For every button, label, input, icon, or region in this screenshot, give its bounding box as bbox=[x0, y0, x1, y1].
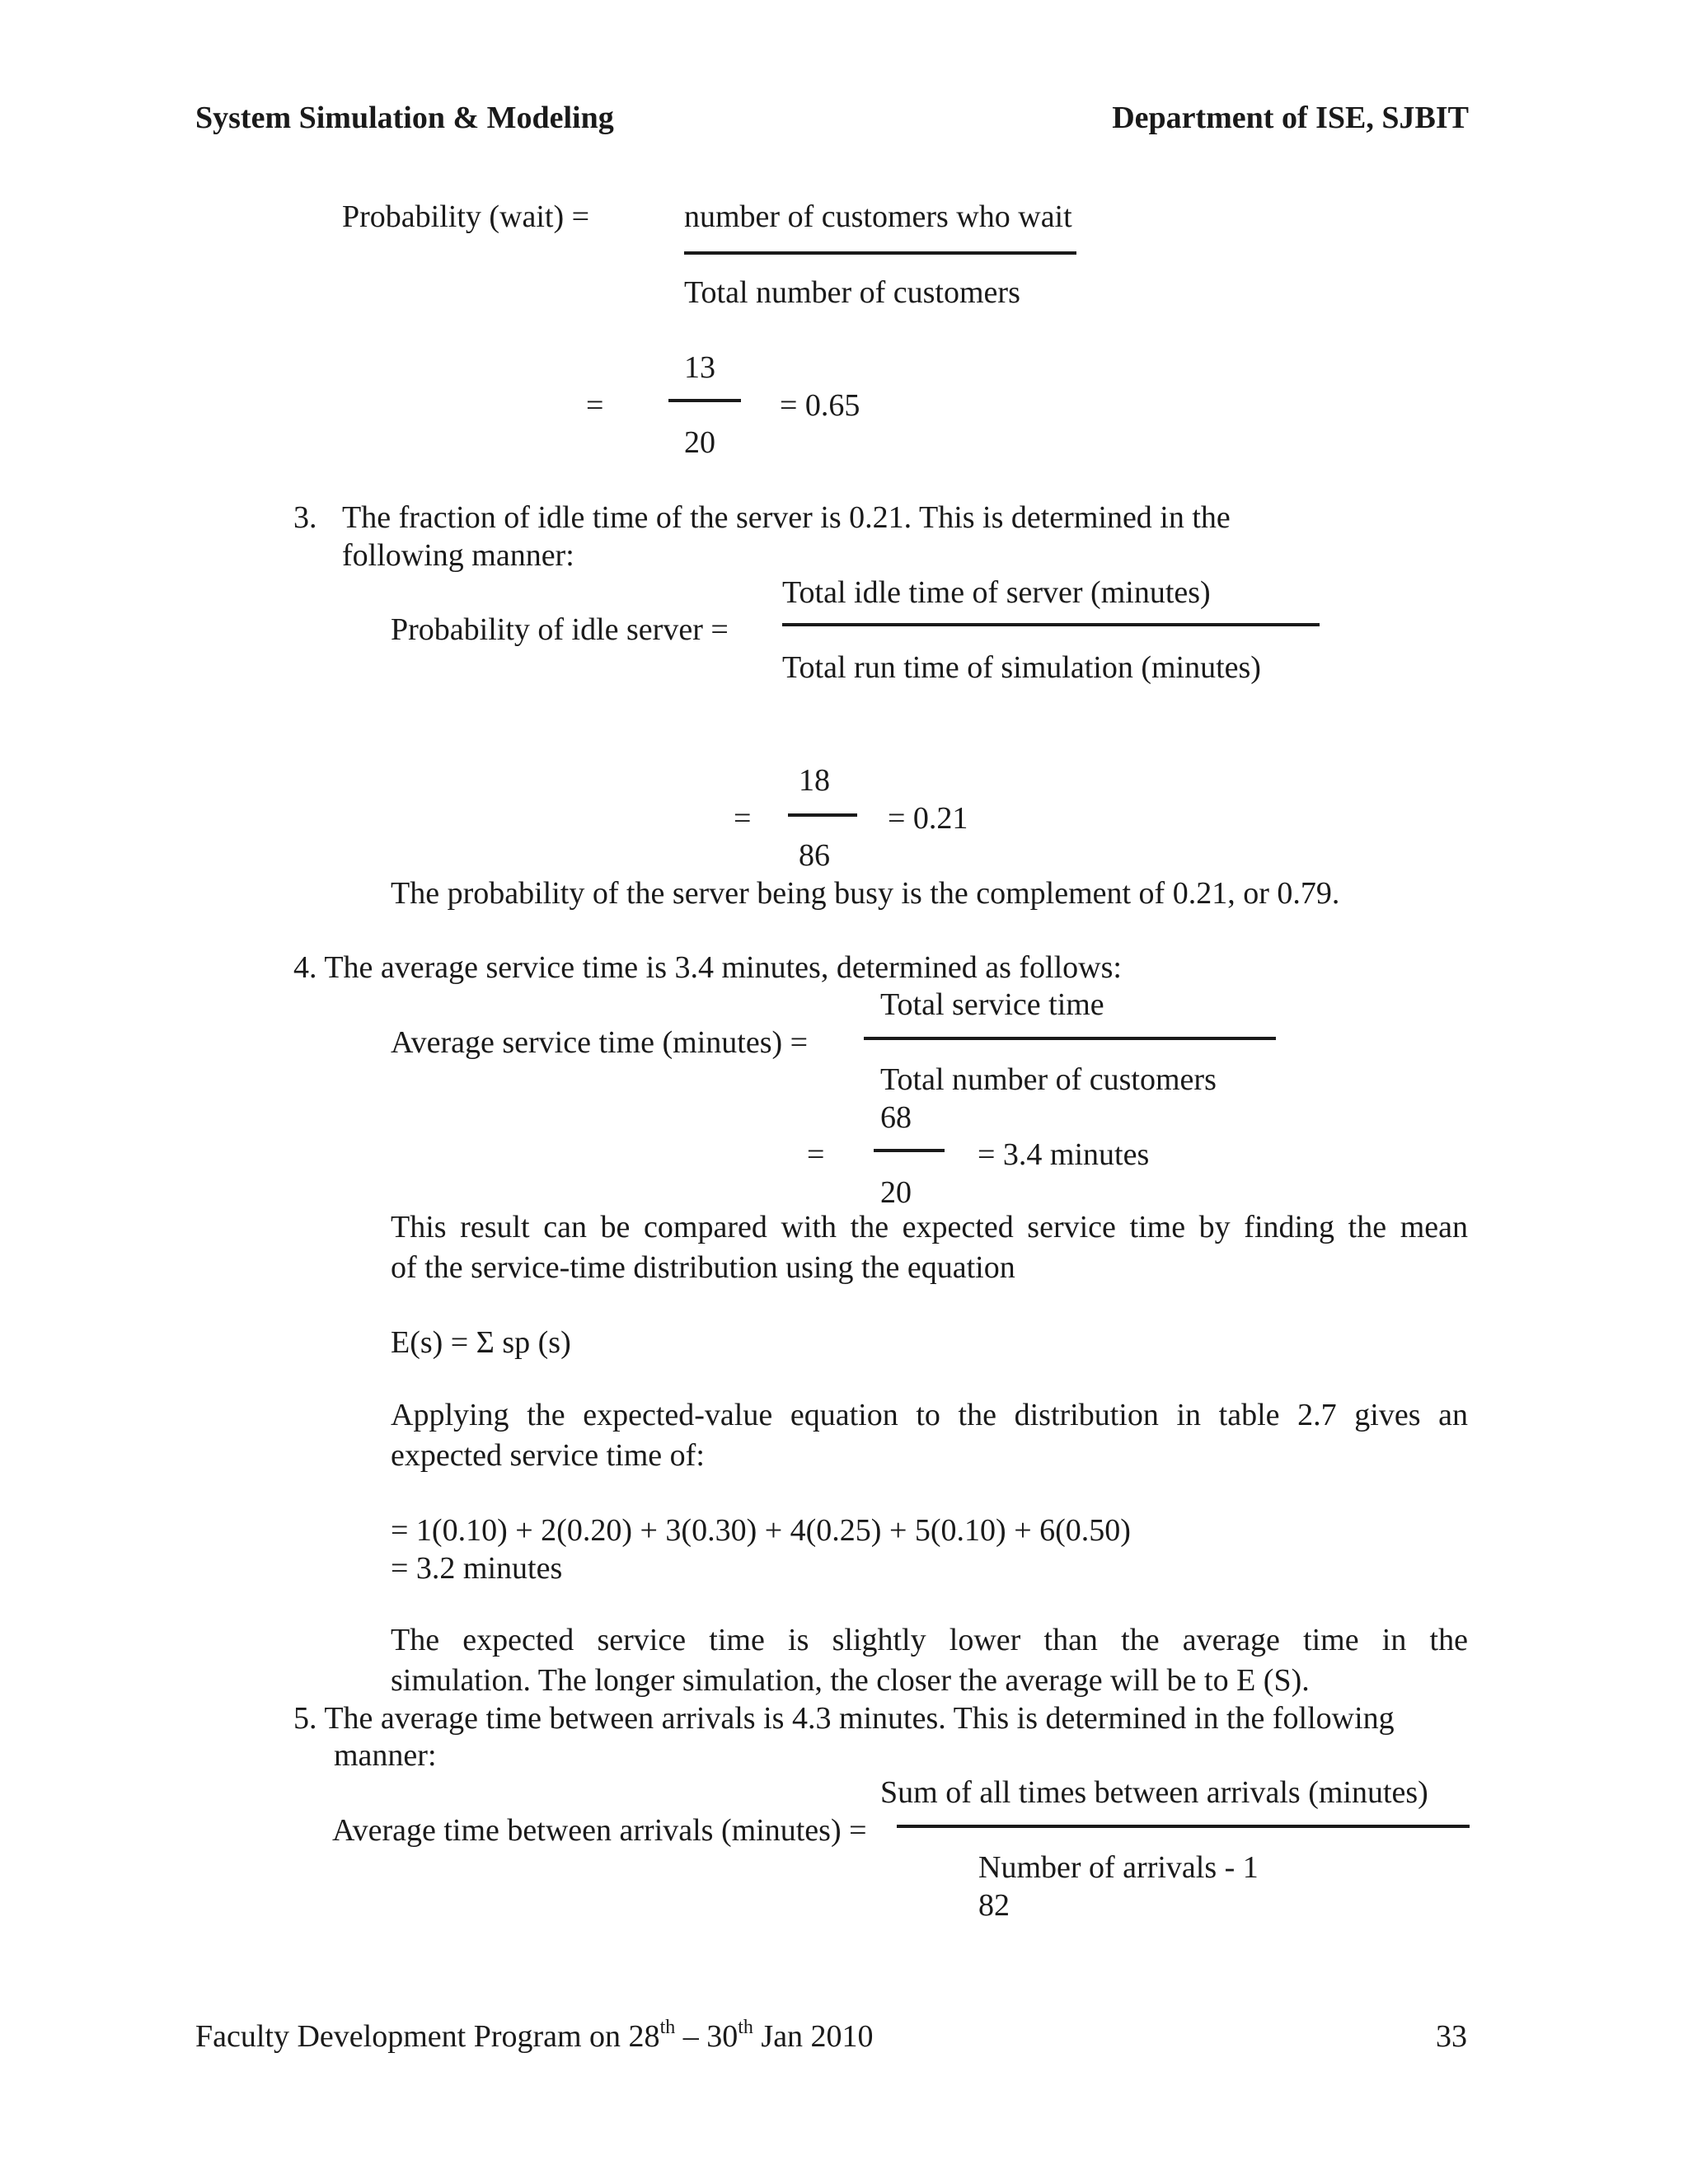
arrivals-numerator: Sum of all times between arrivals (minutes) bbox=[880, 1775, 1428, 1810]
wait-numerator: number of customers who wait bbox=[684, 199, 1072, 234]
arrivals-value: 82 bbox=[978, 1888, 1010, 1923]
footer-mid: – 30 bbox=[675, 2019, 738, 2054]
idle-denominator: Total run time of simulation (minutes) bbox=[782, 650, 1261, 685]
service-num: 68 bbox=[880, 1100, 912, 1135]
arrivals-fraction-bar bbox=[897, 1825, 1470, 1828]
sec3-line1: The fraction of idle time of the server is 0.21. This is determined in the bbox=[342, 500, 1231, 535]
sec3-line2: following manner: bbox=[342, 538, 574, 573]
idle-num-bar bbox=[788, 813, 857, 817]
service-fraction-bar bbox=[864, 1037, 1276, 1040]
idle-numerator: Total idle time of server (minutes) bbox=[782, 575, 1211, 610]
conclusion-line2: simulation. The longer simulation, the closer the average will be to E (S). bbox=[391, 1663, 1310, 1698]
service-den: 20 bbox=[880, 1175, 912, 1210]
idle-num: 18 bbox=[799, 763, 830, 798]
arrivals-denominator: Number of arrivals - 1 bbox=[978, 1850, 1259, 1885]
service-num-bar bbox=[874, 1149, 945, 1152]
compare-line1: This result can be compared with the expected service time by finding the mean bbox=[391, 1210, 1468, 1244]
wait-num-bar bbox=[668, 399, 741, 402]
footer-text bbox=[195, 2017, 874, 2054]
sec4-intro: 4. The average service time is 3.4 minutes, determined as follows: bbox=[293, 950, 1122, 985]
header-left: System Simulation & Modeling bbox=[195, 101, 614, 135]
wait-den: 20 bbox=[684, 425, 715, 460]
sec3-number: 3. bbox=[293, 500, 317, 535]
idle-den: 86 bbox=[799, 838, 830, 873]
idle-label: Probability of idle server = bbox=[391, 612, 729, 647]
idle-eq: = bbox=[734, 801, 752, 836]
page-number: 33 bbox=[1436, 2019, 1467, 2054]
wait-label: Probability (wait) = bbox=[342, 199, 590, 234]
service-eq: = bbox=[807, 1137, 825, 1172]
compare-line2: of the service-time distribution using the equation bbox=[391, 1250, 1015, 1285]
service-result: = 3.4 minutes bbox=[978, 1137, 1150, 1172]
expected-value-equation: E(s) = Σ sp (s) bbox=[391, 1325, 571, 1360]
wait-fraction-bar bbox=[684, 251, 1076, 255]
wait-denominator: Total number of customers bbox=[684, 275, 1020, 310]
apply-paragraph bbox=[391, 1396, 1468, 1434]
footer-prefix: Faculty Development Program on 28 bbox=[195, 2019, 660, 2054]
sec5-line1: 5. The average time between arrivals is 4.3 minutes. This is determined in the following bbox=[293, 1701, 1395, 1736]
wait-result: = 0.65 bbox=[780, 388, 860, 423]
busy-note: The probability of the server being busy is the complement of 0.21, or 0.79. bbox=[391, 876, 1340, 911]
conclusion-paragraph bbox=[391, 1621, 1468, 1659]
calc-line2: = 3.2 minutes bbox=[391, 1551, 563, 1586]
calc-line1: = 1(0.10) + 2(0.20) + 3(0.30) + 4(0.25) + 5(0.10) + 6(0.50) bbox=[391, 1513, 1131, 1548]
service-denominator: Total number of customers bbox=[880, 1062, 1217, 1097]
footer-sup2: th bbox=[738, 2017, 753, 2038]
wait-num: 13 bbox=[684, 350, 715, 385]
compare-paragraph bbox=[391, 1208, 1468, 1246]
service-label: Average service time (minutes) = bbox=[391, 1025, 809, 1060]
sec5-line2: manner: bbox=[334, 1738, 437, 1773]
idle-fraction-bar bbox=[782, 623, 1320, 626]
service-numerator: Total service time bbox=[880, 987, 1104, 1022]
header-right: Department of ISE, SJBIT bbox=[1112, 101, 1469, 135]
conclusion-line1: The expected service time is slightly lower than the average time in the bbox=[391, 1623, 1468, 1657]
footer-sup1: th bbox=[659, 2017, 676, 2038]
wait-eq: = bbox=[586, 388, 604, 423]
apply-line2: expected service time of: bbox=[391, 1438, 705, 1473]
idle-result: = 0.21 bbox=[888, 801, 968, 836]
arrivals-label: Average time between arrivals (minutes) = bbox=[332, 1813, 867, 1848]
apply-line1: Applying the expected-value equation to the distribution in table 2.7 gives an bbox=[391, 1398, 1468, 1432]
footer-suffix: Jan 2010 bbox=[753, 2019, 874, 2054]
